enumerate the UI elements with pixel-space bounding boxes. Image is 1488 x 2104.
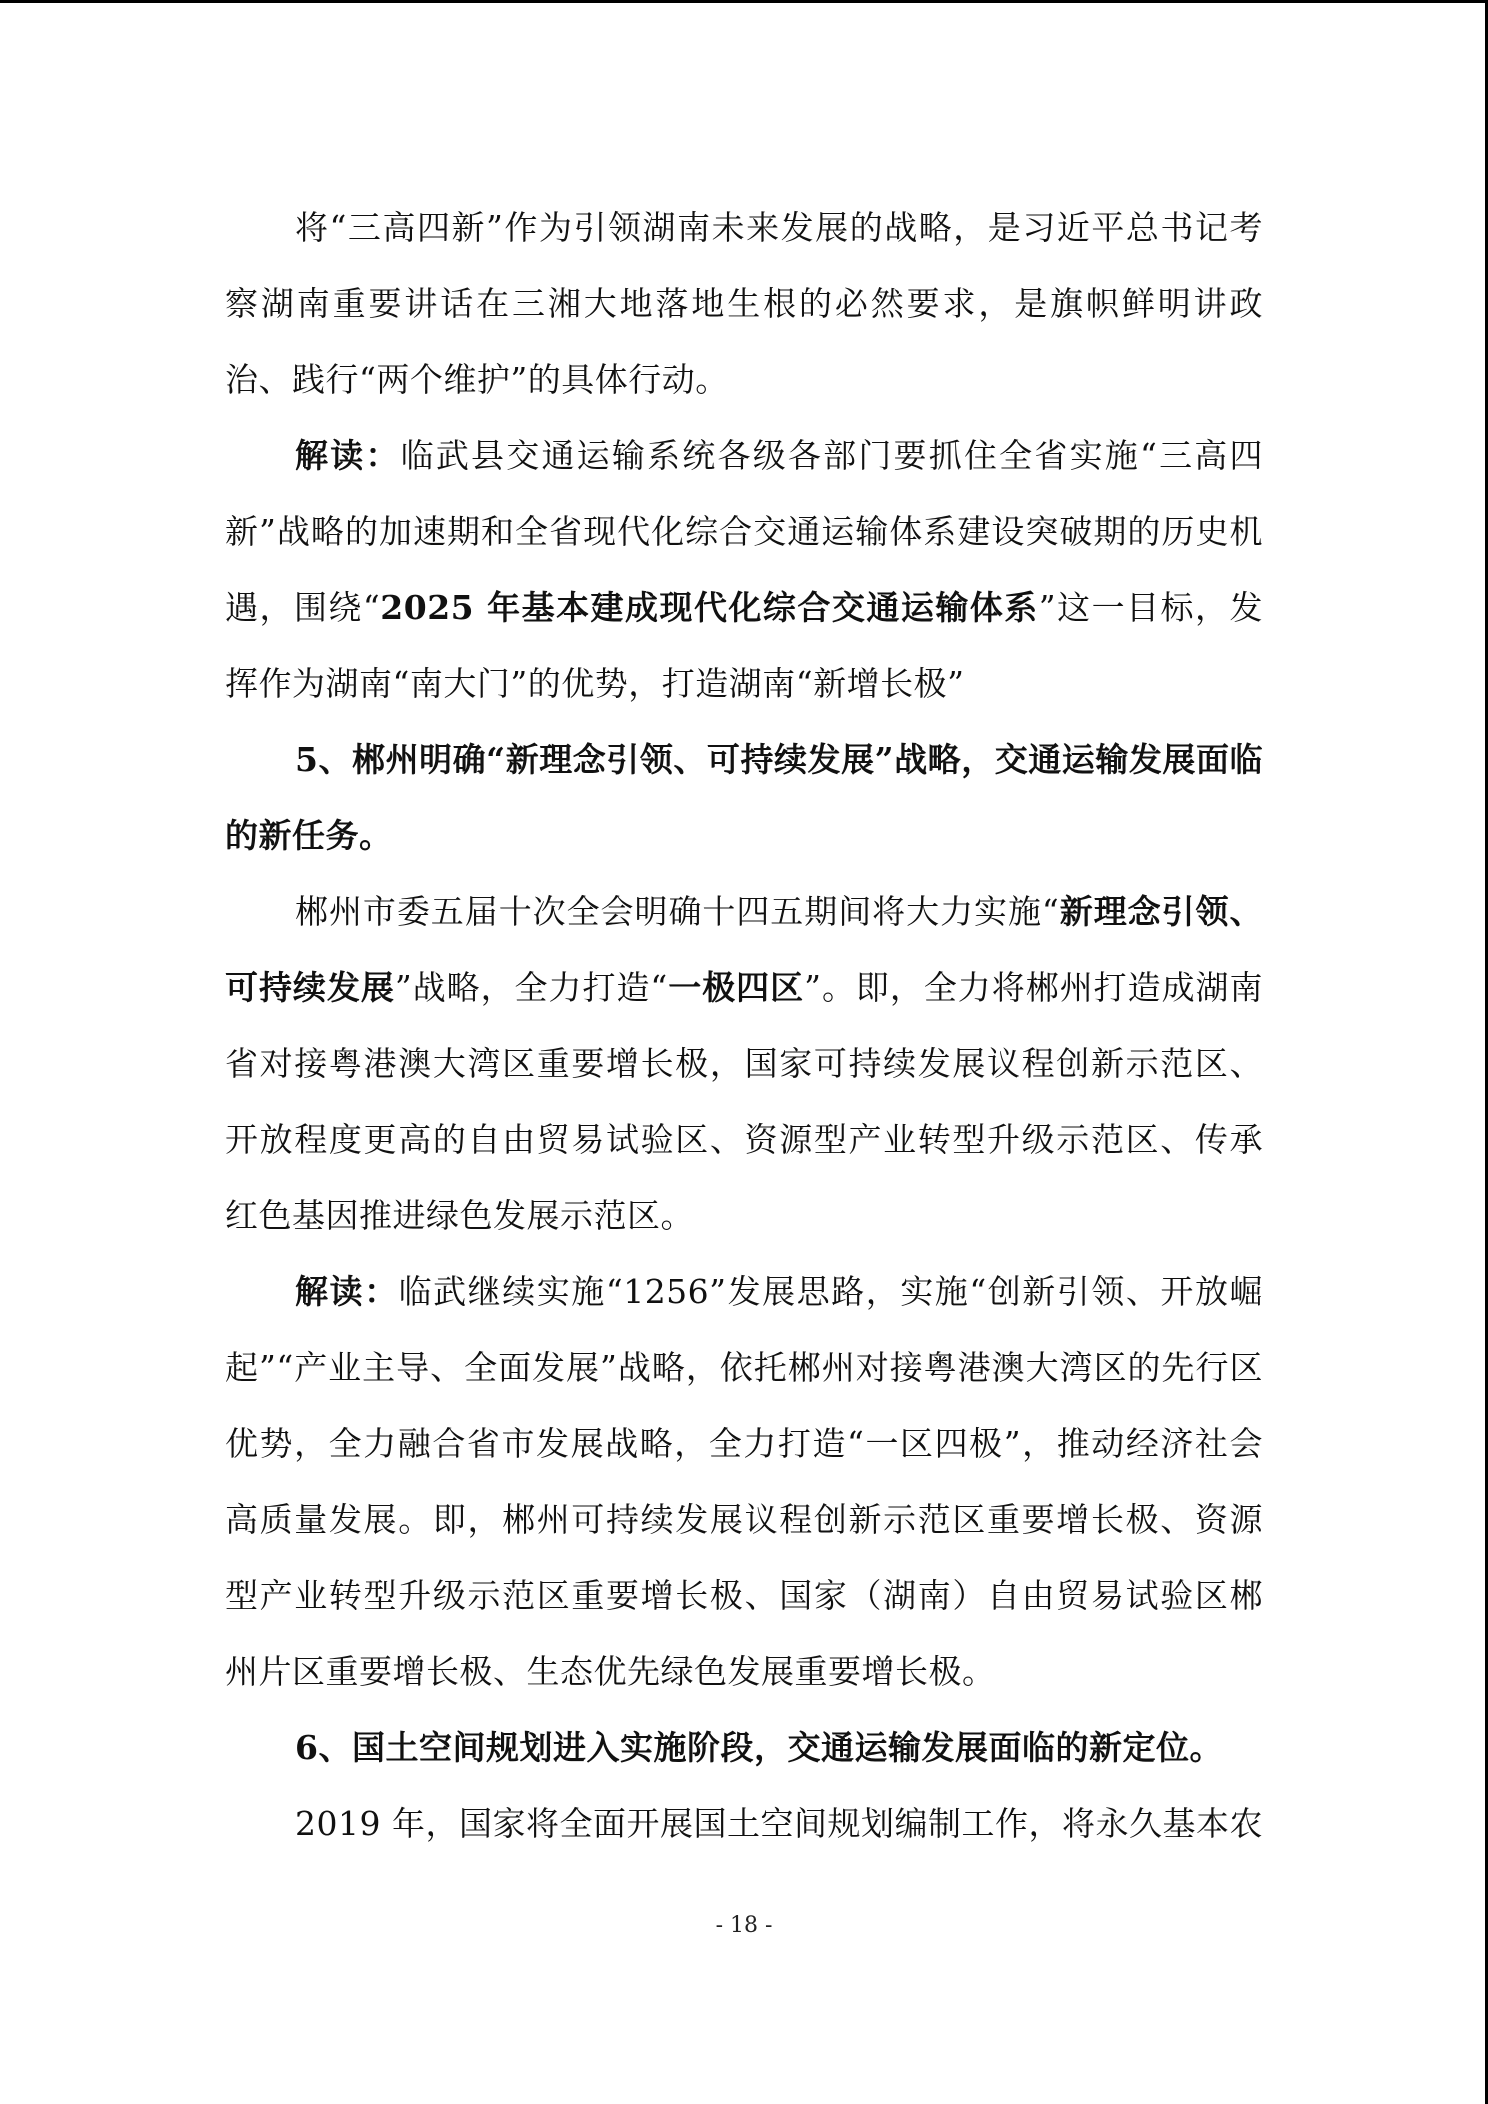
strategy-text-end: ”。即，全力将郴州打造成湖南省对接粤港澳大湾区重要增长极，国家可持续发展议程创新示范区、开放程度更高的自由贸易试验区、资源型产业转型升级示范区、传承红色基因推进绿色发展示范区。 [225,968,1264,1235]
interpretation-text-2: 临武继续实施“1256”发展思路，实施“创新引领、开放崛起”“产业主导、全面发展”战略，依托郴州对接粤港澳大湾区的先行区优势，全力融合省市发展战略，全力打造“一区四极”，推动经济社会高质量发展。即，郴州可持续发展议程创新示范区重要增长极、资源型产业转型升级示范区重要增长极、国家（湖南）自由贸易试验区郴州片区重要增长极、生态优先绿色发展重要增长极。 [225,1272,1263,1691]
section-heading-5: 5、郴州明确“新理念引领、可持续发展”战略，交通运输发展面临的新任务。 [225,740,1263,855]
interpretation-text: 临武县交通运输系统各级各部门要抓住全省实施“三高四新”战略的加速期和全省现代化综合交通运输体系建设突破期的历史机遇，围绕“ [225,436,1263,627]
paragraph-chenzhou-strategy [225,874,1263,1254]
strategy-text-mid: ”战略，全力打造“ [394,968,668,1007]
interpretation-bold-goal: 2025 年基本建成现代化综合交通运输体系 [380,588,1039,627]
strategy-bold-target: 一极四区 [667,968,805,1007]
paragraph-interpretation-2 [225,1254,1263,1710]
paragraph-interpretation-1 [225,418,1263,722]
strategy-bold-name: 新理念引领、可持续发展 [225,892,1264,1007]
section-heading-6: 6、国土空间规划进入实施阶段，交通运输发展面临的新定位。 [295,1728,1223,1767]
interpretation-label: 解读： [295,436,401,475]
paragraph-sangao-sixin: 将“三高四新”作为引领湖南未来发展的战略，是习近平总书记考察湖南重要讲话在三湘大地落地生根的必然要求，是旗帜鲜明讲政治、践行“两个维护”的具体行动。 [225,208,1263,399]
paragraph-land-planning: 2019 年，国家将全面开展国土空间规划编制工作，将永久基本农 [295,1804,1263,1843]
interpretation-text-end: ”这一目标，发挥作为湖南“南大门”的优势，打造湖南“新增长极” [225,588,1264,703]
strategy-text: 郴州市委五届十次全会明确十四五期间将大力实施“ [295,892,1060,931]
document-body [225,190,1263,1862]
interpretation-label-2: 解读： [295,1272,399,1311]
top-border-line [0,0,1488,3]
page-number: - 18 - [715,1913,773,1938]
